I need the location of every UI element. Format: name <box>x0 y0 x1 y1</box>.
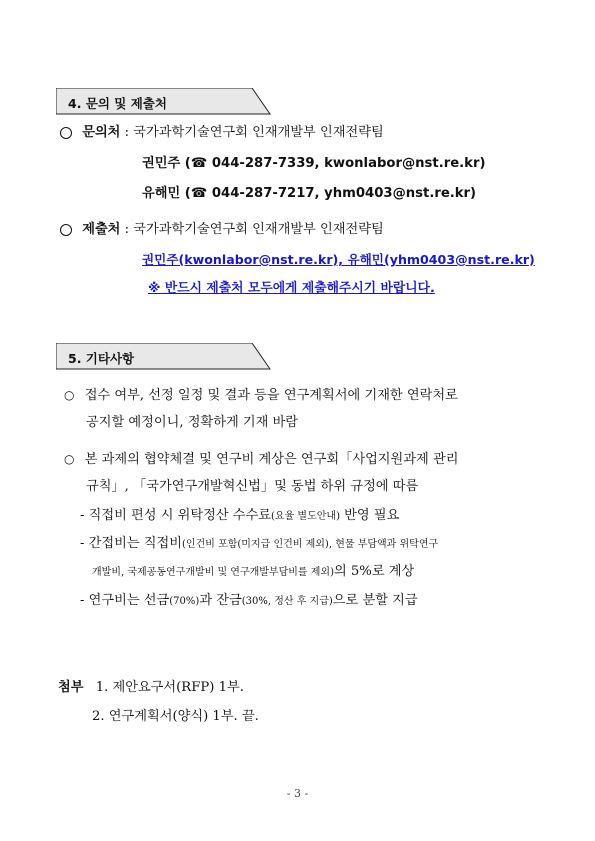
attachment-item-1: 1. 제안요구서(RFP) 1부. <box>95 680 244 695</box>
sub-item-2-line-2-end: 의 5%로 계상 <box>333 564 415 579</box>
inquiry-org: : 국가과학기술연구회 인재개발부 인재전략팀 <box>124 125 384 140</box>
sub-item-2-line-2-small: 개발비, 국제공동연구개발비 및 연구개발부담비를 제외) <box>92 567 334 578</box>
inquiry-line <box>60 124 384 142</box>
sub-item-1-end: 반영 필요 <box>339 508 400 523</box>
sub-item-3 <box>80 592 418 611</box>
sub-item-1 <box>80 507 399 526</box>
contact-2: 유해민 (☎ 044-287-7217, yhm0403@nst.re.kr) <box>142 186 477 201</box>
page-number: - 3 - <box>286 787 309 800</box>
submit-emails[interactable]: 권민주(kwonlabor@nst.re.kr), 유해민(yhm0403@nst.re.kr) <box>142 252 535 267</box>
notice-item-2-line-1: 본 과제의 협약체결 및 연구비 계상은 연구회「사업지원과제 관리 <box>84 452 459 467</box>
attachment-1 <box>58 679 244 697</box>
sub-item-1-small: (요율 별도안내) <box>271 511 340 522</box>
submit-org: : 국가과학기술연구회 인재개발부 인재전략팀 <box>124 222 384 237</box>
inquiry-label: 문의처 <box>82 125 121 140</box>
contact-1: 권민주 (☎ 044-287-7339, kwonlabor@nst.re.kr) <box>142 156 486 171</box>
sub-item-3-a: - 연구비는 선금 <box>80 593 170 608</box>
sub-item-2-line-2 <box>92 563 414 582</box>
sub-item-2-main: - 간접비는 직접비 <box>80 536 183 551</box>
notice-item-2 <box>64 450 458 469</box>
sub-item-3-c: 으로 분할 지급 <box>332 593 418 608</box>
notice-item-1-line-2: 공지할 예정이니, 정확하게 기재 바람 <box>86 415 299 430</box>
sub-item-3-a-small: (70%) <box>169 596 200 607</box>
sub-item-2-small: (인건비 포함(미지급 인건비 제외), 현물 부담액과 위탁연구 <box>182 539 439 550</box>
section-5-title: 5. 기타사항 <box>68 351 135 366</box>
sub-item-1-main: - 직접비 편성 시 위탁정산 수수료 <box>80 508 272 523</box>
small-circle-bullet-icon: ○ <box>64 388 75 402</box>
notice-item-2-line-2: 규칙」, 「국가연구개발혁신법」및 동법 하위 규정에 따름 <box>86 479 419 494</box>
submit-note: ※ 반드시 제출처 모두에게 제출해주시기 바랍니다. <box>148 281 435 296</box>
sub-item-2 <box>80 535 438 554</box>
sub-item-3-b-small: (30%, 정산 후 지급) <box>241 596 333 607</box>
section-5-header <box>56 343 272 370</box>
circle-bullet-icon <box>60 127 72 139</box>
small-circle-bullet-icon: ○ <box>64 452 75 466</box>
attachment-label: 첨부 <box>58 680 84 695</box>
sub-item-3-b: 과 잔금 <box>199 593 242 608</box>
submit-line <box>60 221 384 239</box>
circle-bullet-icon <box>60 224 72 236</box>
submit-label: 제출처 <box>82 222 121 237</box>
attachment-item-2: 2. 연구계획서(양식) 1부. 끝. <box>92 709 259 724</box>
notice-item-1 <box>64 386 458 405</box>
section-4-header <box>56 88 272 115</box>
notice-item-1-line-1: 접수 여부, 선정 일정 및 결과 등을 연구계획서에 기재한 연락처로 <box>84 388 458 403</box>
section-4-title: 4. 문의 및 제출처 <box>68 96 167 111</box>
